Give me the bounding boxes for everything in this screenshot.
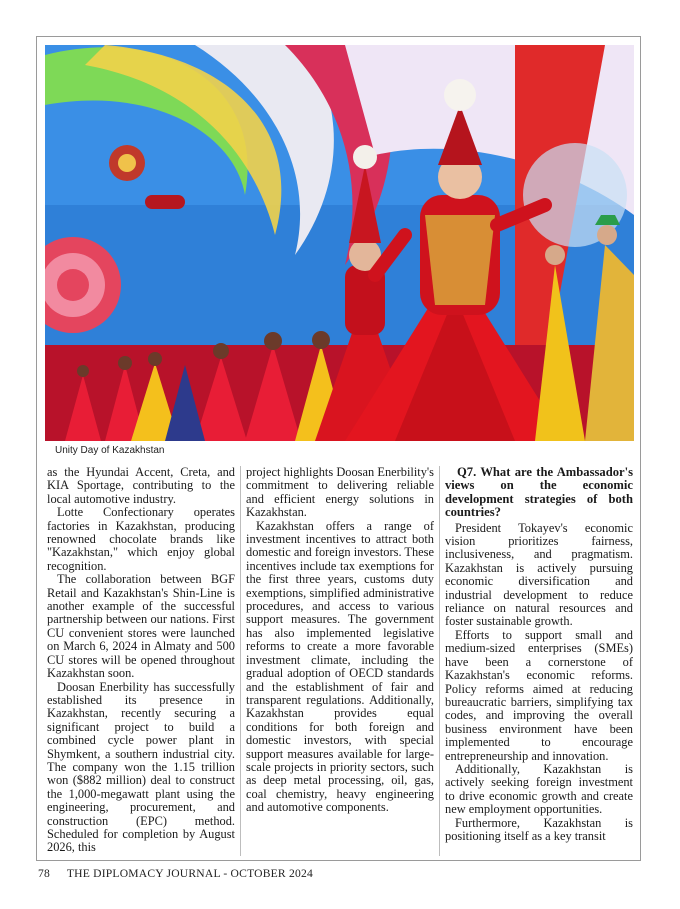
page-number: 78 (38, 867, 50, 880)
column-divider (240, 466, 241, 856)
paragraph: Additionally, Kazakhstan is actively seeking foreign investment to drive economic growth and create new employment opportunities. (445, 761, 633, 817)
paragraph: Efforts to support small and medium-sized enterprises (SMEs) have been a cornerstone of Kazakhstan's economic reforms. Policy reforms aimed at reducing bureaucratic barriers, simplifying tax codes, and improving the overall business environment have been implemented to encourage entrepreneurship and innovation. (445, 627, 633, 763)
paragraph: Furthermore, Kazakhstan is positioning itself as a key transit (445, 815, 633, 843)
page-footer (38, 867, 313, 880)
paragraph: President Tokayev's economic vision prioritizes fairness, inclusiveness, and pragmatism. Kazakhstan is actively pursuing economic diversification and industrial development to reduce reliance on natural resources and foster sustainable growth. (445, 520, 633, 629)
paragraph: Doosan Enerbility has successfully established its presence in Kazakhstan, recently securing a significant project to build a combined cycle power plant in Shymkent, a southern industrial city. The company won the 1.15 trillion won ($882 million) deal to construct the 1,000-megawatt plant using the engineering, procurement, and construction (EPC) method. Scheduled for completion by August 2026, this (47, 679, 235, 855)
paragraph: project highlights Doosan Enerbility's commitment to delivering reliable and efficient energy solutions in Kazakhstan. (246, 466, 434, 520)
publication-name: THE DIPLOMACY JOURNAL - OCTOBER 2024 (66, 867, 313, 880)
photo-caption: Unity Day of Kazakhstan (55, 445, 165, 456)
paragraph: The collaboration between BGF Retail and Kazakhstan's Shin-Line is another example of the successful partnership between our nations. First CU convenient stores were launched on March 6, 2024 in Almaty and 500 CU stores will be opened throughout Kazakhstan soon. (47, 572, 235, 681)
festival-photo (45, 45, 634, 441)
text-column-2 (246, 466, 434, 856)
column-divider (439, 466, 440, 856)
festival-photo-icon (45, 45, 634, 441)
article-page (36, 36, 641, 861)
text-column-3 (445, 466, 633, 856)
question-heading: Q7. What are the Ambassador's views on the economic development strategies of both countries? (445, 466, 633, 520)
text-column-1 (47, 466, 235, 856)
paragraph: Kazakhstan offers a range of investment incentives to attract both domestic and foreign investors. These incentives include tax exemptions for the first three years, customs duty exemptions, simplified administrative procedures, and access to various support measures. The government has also implemented legislative reforms to create a more favorable investment climate, including the gradual adoption of OECD standards and the establishment of fair and transparent regulations. Additionally, Kazakhstan provides equal conditions for both foreign and domestic investors, with special support measures available for large-scale projects in priority sectors, such as deep metal processing, oil, gas, coal chemistry, heavy engineering and automotive components. (246, 518, 434, 815)
paragraph: Lotte Confectionary operates factories in Kazakhstan, producing renowned chocolate brands like "Kazakhstan," which enjoy global recognition. (47, 505, 235, 573)
paragraph: as the Hyundai Accent, Creta, and KIA Sportage, contributing to the local automotive industry. (47, 466, 235, 506)
